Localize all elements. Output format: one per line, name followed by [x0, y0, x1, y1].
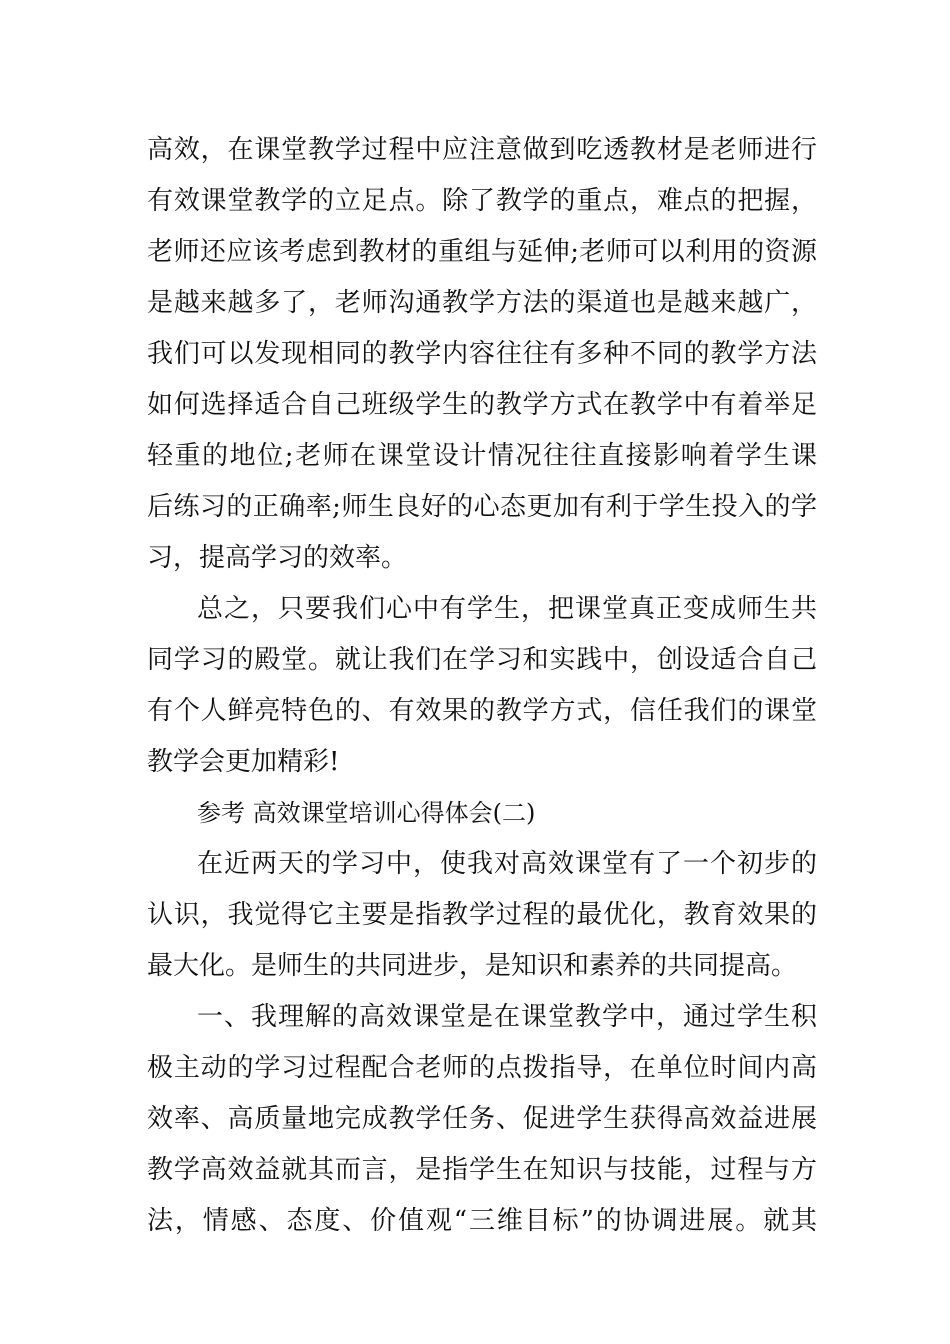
text-line: 最大化。是师生的共同进步，是知识和素养的共同提高。 — [147, 951, 798, 981]
paragraph-first-line: 总之，只要我们心中有学生，把课堂真正变成师生共 — [197, 594, 817, 624]
text-line: 后练习的正确率;师生良好的心态更加有利于学生投入的学 — [147, 492, 817, 522]
text-line: 老师还应该考虑到教材的重组与延伸;老师可以利用的资源 — [147, 237, 817, 267]
text-line: 认识，我觉得它主要是指教学过程的最优化，教育效果的 — [147, 900, 817, 930]
text-line: 高效，在课堂教学过程中应注意做到吃透教材是老师进行 — [147, 135, 817, 165]
text-line: 极主动的学习过程配合老师的点拨指导，在单位时间内高 — [147, 1053, 817, 1083]
text-line: 有个人鲜亮特色的、有效果的教学方式，信任我们的课堂 — [147, 696, 817, 726]
text-line: 法，情感、态度、价值观“三维目标”的协调进展。就其 — [147, 1206, 817, 1236]
text-line: 教学会更加精彩! — [147, 747, 340, 777]
paragraph-first-line: 在近两天的学习中，使我对高效课堂有了一个初步的 — [197, 849, 817, 879]
text-line: 有效课堂教学的立足点。除了教学的重点，难点的把握， — [147, 186, 817, 216]
section-heading: 参考 高效课堂培训心得体会(二) — [197, 799, 536, 827]
text-line: 如何选择适合自己班级学生的教学方式在教学中有着举足 — [147, 390, 817, 420]
text-line: 同学习的殿堂。就让我们在学习和实践中，创设适合自己 — [147, 645, 817, 675]
text-line: 教学高效益就其而言，是指学生在知识与技能，过程与方 — [147, 1155, 817, 1185]
paragraph-first-line: 一、我理解的高效课堂是在课堂教学中，通过学生积 — [197, 1002, 817, 1032]
text-line: 效率、高质量地完成教学任务、促进学生获得高效益进展 — [147, 1104, 817, 1134]
text-line: 我们可以发现相同的教学内容往往有多种不同的教学方法 — [147, 339, 817, 369]
text-line: 是越来越多了，老师沟通教学方法的渠道也是越来越广， — [147, 288, 817, 318]
text-line: 习，提高学习的效率。 — [147, 543, 408, 573]
text-line: 轻重的地位;老师在课堂设计情况往往直接影响着学生课 — [147, 441, 817, 471]
